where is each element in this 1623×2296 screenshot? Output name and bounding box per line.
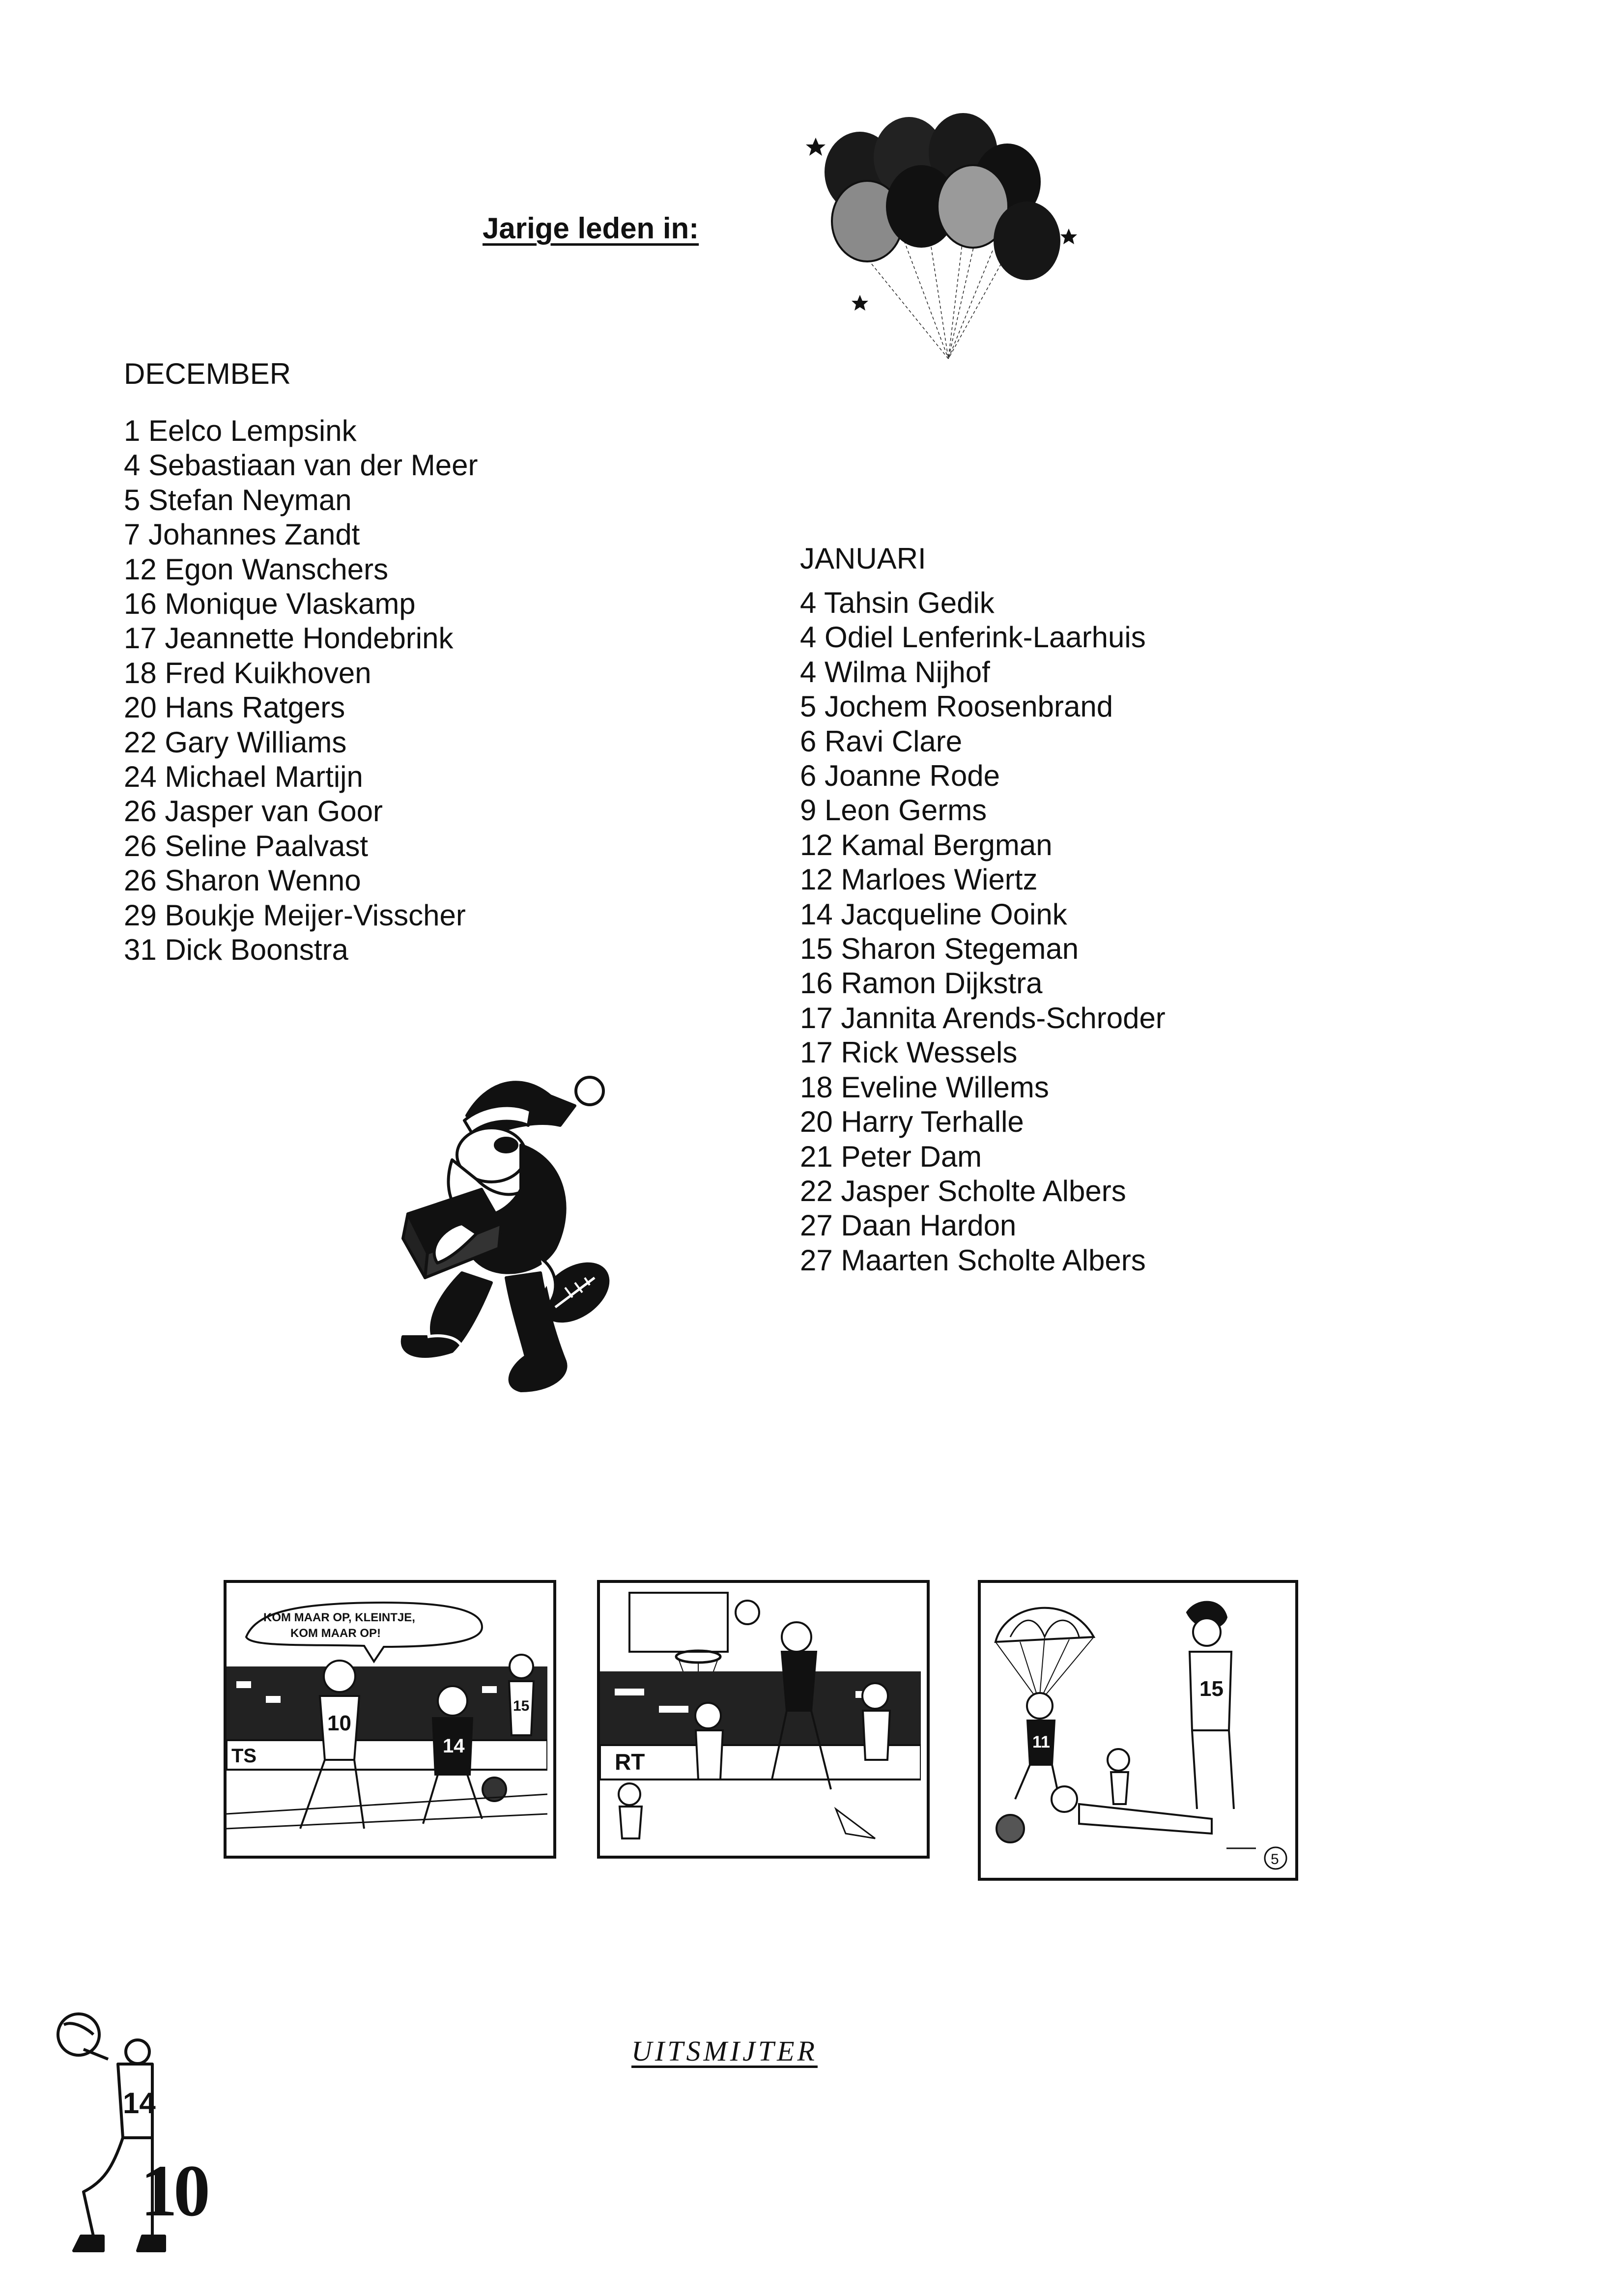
comic-panel-1 [224, 1580, 556, 1859]
list-item: 22 Gary Williams [124, 725, 347, 759]
list-item: 26 Jasper van Goor [124, 795, 383, 828]
list-item: 17 Jeannette Hondebrink [124, 622, 454, 655]
januari-birthday-list [800, 586, 1166, 1278]
list-item: 12 Marloes Wiertz [800, 863, 1038, 896]
comic-panel-3-art [981, 1583, 1289, 1872]
jersey-number-3: 15 [513, 1698, 530, 1714]
player-jersey-number: 14 [123, 2087, 156, 2120]
list-item: 16 Ramon Dijkstra [800, 967, 1043, 1000]
december-month-label: DECEMBER [124, 357, 291, 390]
list-item: 12 Egon Wanschers [124, 552, 389, 586]
januari-month-label: JANUARI [800, 542, 926, 575]
list-item: 9 Leon Germs [800, 794, 987, 827]
jersey-number-4: 11 [1032, 1733, 1050, 1751]
list-item: 20 Hans Ratgers [124, 691, 345, 724]
list-item: 4 Tahsin Gedik [800, 586, 995, 619]
jersey-number-2: 14 [443, 1735, 465, 1757]
balloons-icon [786, 108, 1081, 373]
list-item: 5 Stefan Neyman [124, 483, 352, 517]
list-item: 20 Harry Terhalle [800, 1105, 1024, 1139]
comic-panel-2 [597, 1580, 930, 1859]
panel2-banner: RT [615, 1749, 645, 1775]
list-item: 1 Eelco Lempsink [124, 414, 357, 447]
list-item: 12 Kamal Bergman [800, 828, 1053, 861]
page-number: 10 [141, 2150, 206, 2232]
list-item: 7 Johannes Zandt [124, 518, 360, 551]
jersey-number-1: 10 [327, 1711, 351, 1735]
footer-title: UITSMIJTER [631, 2035, 818, 2067]
speech-line-1: KOM MAAR OP, KLEINTJE, [263, 1611, 415, 1624]
list-item: 24 Michael Martijn [124, 760, 363, 794]
comic-panel-2-art [600, 1583, 921, 1850]
list-item: 15 Sharon Stegeman [800, 932, 1079, 966]
list-item: 18 Eveline Willems [800, 1070, 1049, 1104]
list-item: 18 Fred Kuikhoven [124, 656, 371, 689]
list-item: 4 Odiel Lenferink-Laarhuis [800, 621, 1146, 654]
list-item: 16 Monique Vlaskamp [124, 587, 416, 621]
list-item: 31 Dick Boonstra [124, 933, 348, 967]
comic-panel-1-art [227, 1583, 547, 1850]
list-item: 17 Rick Wessels [800, 1036, 1018, 1069]
list-item: 6 Ravi Clare [800, 724, 963, 758]
speech-line-2: KOM MAAR OP! [290, 1627, 381, 1640]
panel1-banner: TS [231, 1745, 257, 1767]
list-item: 26 Seline Paalvast [124, 829, 368, 862]
list-item: 26 Sharon Wenno [124, 864, 361, 897]
list-item: 22 Jasper Scholte Albers [800, 1174, 1126, 1207]
list-item: 21 Peter Dam [800, 1140, 982, 1173]
list-item: 4 Wilma Nijhof [800, 655, 990, 689]
list-item: 4 Sebastiaan van der Meer [124, 449, 478, 482]
list-item: 27 Daan Hardon [800, 1209, 1017, 1242]
list-item: 14 Jacqueline Ooink [800, 897, 1067, 931]
list-item: 27 Maarten Scholte Albers [800, 1243, 1146, 1277]
december-birthday-list [124, 414, 478, 968]
list-item: 5 Jochem Roosenbrand [800, 690, 1113, 723]
jersey-number-3b: 15 [1199, 1677, 1224, 1701]
santa-icon [344, 1062, 649, 1406]
list-item: 6 Joanne Rode [800, 759, 1000, 793]
list-item: 17 Jannita Arends-Schroder [800, 1001, 1166, 1034]
page-heading: Jarige leden in: [483, 212, 699, 245]
list-item: 29 Boukje Meijer-Visscher [124, 898, 466, 932]
comic-panel-3 [978, 1580, 1298, 1881]
panel3-number: 5 [1271, 1851, 1279, 1867]
